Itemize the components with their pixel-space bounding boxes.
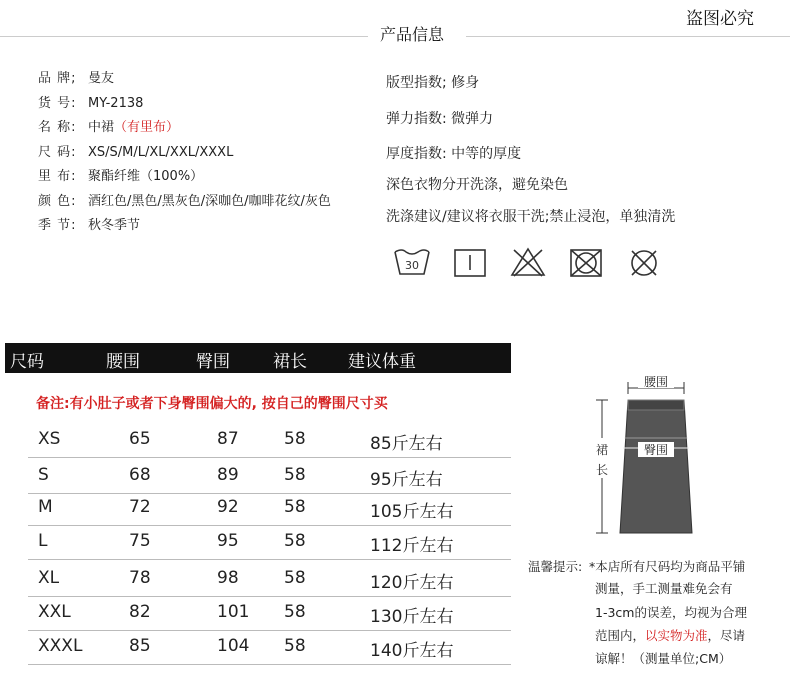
header-weight: 建议体重 [348,352,416,372]
tip-line-4a: 范围内， [595,628,646,643]
spec-elasticity: 弹力指数: 微弹力 [386,111,494,127]
title-divider-right [466,36,790,37]
spec-fit: 版型指数; 修身 [386,75,480,91]
info-row-item-no [38,92,143,111]
cell-waist: 68 [129,465,151,485]
cell-size: S [38,465,49,485]
spec-wash-advice: 洗涤建议/建议将衣服干洗;禁止浸泡，单独清洗 [386,209,676,225]
cell-size: XL [38,568,60,588]
cell-weight: 140斤左右 [370,641,454,661]
cell-waist: 78 [129,568,151,588]
info-label: 尺 码: [38,145,77,160]
wash-temp-label: 30 [405,259,419,272]
cell-length: 58 [284,465,306,485]
table-row [28,458,511,494]
info-value: 聚酯纤维（100%） [88,169,204,184]
info-value: 酒红色/黑色/黑灰色/深咖色/咖啡花纹/灰色 [88,194,331,209]
info-value: MY-2138 [88,96,144,111]
info-label: 货 号: [38,96,77,111]
cell-weight: 105斤左右 [370,502,454,522]
cell-weight: 95斤左右 [370,470,443,490]
cell-hip: 92 [217,497,239,517]
size-note: 备注:有小肚子或者下身臀围偏大的, 按自己的臀围尺寸买 [36,396,388,412]
tip-line-4c: ，尽请 [707,628,746,643]
table-row [28,595,511,631]
cell-weight: 85斤左右 [370,434,443,454]
cell-length: 58 [284,602,306,622]
info-label: 里 布: [38,169,77,184]
table-row [28,422,511,458]
cell-length: 58 [284,531,306,551]
tip-line-2: 测量，手工测量难免会有 [595,581,733,596]
info-row-name [38,116,179,135]
hang-dry-icon [450,244,490,280]
info-value: XS/S/M/L/XL/XXL/XXXL [88,145,234,160]
length-label-2: 长 [595,463,609,477]
title-divider-left [0,36,368,37]
no-bleach-icon [508,244,548,280]
info-row-sizes [38,141,233,160]
info-value: 中裙 [88,120,115,135]
cell-hip: 95 [217,531,239,551]
info-label: 颜 色: [38,194,77,209]
info-label: 名 称: [38,120,77,135]
row-divider [28,664,511,665]
header-waist: 腰围 [106,352,140,372]
info-row-brand [38,67,114,86]
tip-line-4 [595,626,745,644]
cell-hip: 98 [217,568,239,588]
cell-waist: 82 [129,602,151,622]
table-row [28,629,511,665]
info-row-season [38,214,140,233]
tip-highlight: 以实物为准 [645,628,708,643]
cell-waist: 75 [129,531,151,551]
cell-hip: 89 [217,465,239,485]
table-row [28,561,511,597]
cell-length: 58 [284,497,306,517]
skirt-measure-diagram [580,368,695,543]
info-value-extra: （有里布） [114,120,180,135]
wash-30-icon [392,244,432,280]
cell-weight: 130斤左右 [370,607,454,627]
info-row-colors [38,190,331,209]
page-title: 产品信息 [380,25,445,44]
care-icons [392,244,664,280]
tip-label: 温馨提示: [528,559,583,574]
info-label: 季 节: [38,218,77,233]
header-length: 裙长 [273,352,307,372]
header-size: 尺码 [10,352,44,372]
info-row-lining [38,165,203,184]
cell-length: 58 [284,429,306,449]
cell-size: XXXL [38,636,83,656]
header-hip: 臀围 [196,352,230,372]
size-table-header [5,343,511,373]
spec-wash-dark: 深色衣物分开洗涤，避免染色 [386,177,568,193]
cell-weight: 120斤左右 [370,573,454,593]
hip-label: 臀围 [643,443,669,457]
info-value: 秋冬季节 [88,218,141,233]
cell-length: 58 [284,636,306,656]
length-label-1: 裙 [595,443,609,457]
no-dry-clean-icon [624,244,664,280]
cell-weight: 112斤左右 [370,536,454,556]
row-divider [28,559,511,560]
cell-hip: 101 [217,602,250,622]
table-row [28,490,511,526]
cell-size: L [38,531,48,551]
cell-size: XXL [38,602,71,622]
cell-waist: 72 [129,497,151,517]
cell-waist: 65 [129,429,151,449]
table-row [28,524,511,560]
cell-hip: 104 [217,636,250,656]
cell-waist: 85 [129,636,151,656]
watermark-text: 盗图必究 [686,9,754,29]
waist-label: 腰围 [643,375,669,389]
tip-line-5: 谅解！（测量单位;CM） [595,651,732,666]
cell-size: XS [38,429,61,449]
tip-line-3: 1-3cm的误差，均视为合理 [595,605,747,620]
info-label: 品 牌; [38,71,77,86]
info-value: 曼友 [88,71,115,86]
cell-size: M [38,497,53,517]
spec-thickness: 厚度指数: 中等的厚度 [386,146,522,162]
cell-length: 58 [284,568,306,588]
cell-hip: 87 [217,429,239,449]
tip-line-1: *本店所有尺码均为商品平铺 [589,559,746,574]
no-tumble-dry-icon [566,244,606,280]
